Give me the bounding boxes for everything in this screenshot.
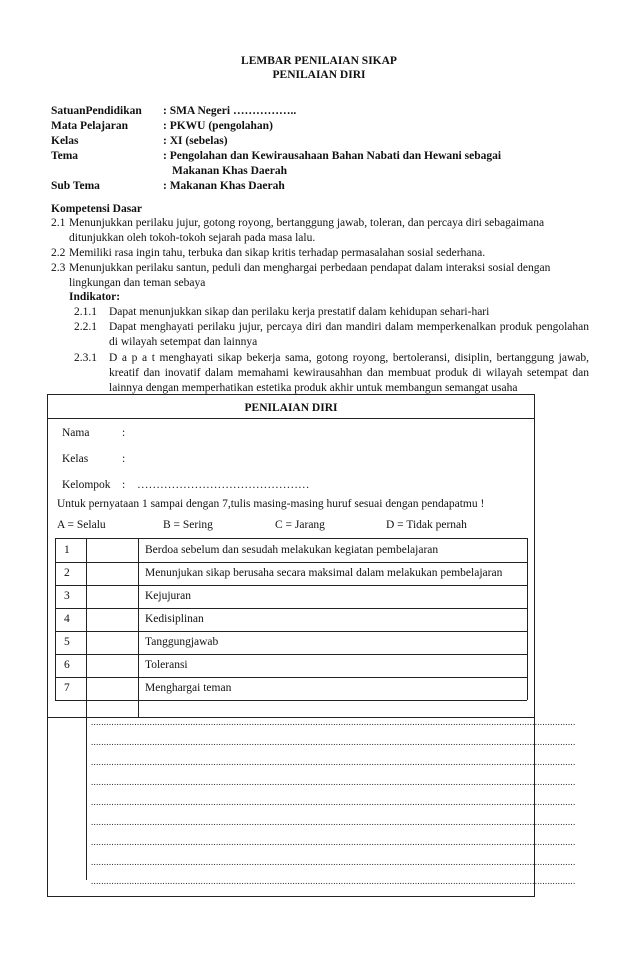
scale-jarang: C = Jarang bbox=[275, 519, 325, 531]
statement-text: Kedisiplinan bbox=[145, 613, 204, 625]
table-rule bbox=[55, 538, 56, 700]
identity-value-continued: Makanan Khas Daerah bbox=[172, 165, 288, 177]
row-number: 4 bbox=[64, 613, 70, 625]
scale-tidak-pernah: D = Tidak pernah bbox=[386, 519, 467, 531]
answer-cell[interactable] bbox=[87, 678, 137, 699]
row-number: 6 bbox=[64, 659, 70, 671]
identity-value: : SMA Negeri …………….. bbox=[163, 105, 297, 117]
statement-text: Tanggungjawab bbox=[145, 636, 219, 648]
answer-cell[interactable] bbox=[87, 563, 137, 584]
identity-label: Kelas bbox=[51, 135, 79, 147]
indikator-number: 2.2.1 bbox=[74, 321, 97, 333]
kelas-label: Kelas bbox=[62, 453, 89, 465]
dotted-line[interactable]: .............................................................................................................................................................................................. bbox=[91, 876, 576, 886]
answer-cell[interactable] bbox=[87, 609, 137, 630]
scale-sering: B = Sering bbox=[163, 519, 213, 531]
indikator-heading: Indikator: bbox=[69, 291, 121, 303]
row-number: 2 bbox=[64, 567, 70, 579]
row-number: 7 bbox=[64, 682, 70, 694]
dotted-line[interactable]: .............................................................................................................................................................................................. bbox=[91, 777, 576, 787]
form-title: PENILAIAN DIRI bbox=[244, 402, 338, 414]
notes-rule bbox=[86, 700, 87, 880]
dotted-line[interactable]: .............................................................................................................................................................................................. bbox=[91, 717, 576, 727]
nama-field[interactable] bbox=[130, 422, 520, 442]
identity-value: : Pengolahan dan Kewirausahaan Bahan Nabati dan Hewani sebagai bbox=[163, 150, 502, 162]
table-rule bbox=[55, 700, 527, 701]
statement-text: Menghargai teman bbox=[145, 682, 232, 694]
dotted-line[interactable]: .............................................................................................................................................................................................. bbox=[91, 737, 576, 747]
dotted-line[interactable]: .............................................................................................................................................................................................. bbox=[91, 817, 576, 827]
identity-value: : PKWU (pengolahan) bbox=[163, 120, 273, 132]
dotted-line[interactable]: .............................................................................................................................................................................................. bbox=[91, 797, 576, 807]
kompetensi-heading: Kompetensi Dasar bbox=[51, 203, 143, 215]
statement-text: Kejujuran bbox=[145, 590, 191, 602]
identity-label: Sub Tema bbox=[51, 180, 100, 192]
kelompok-label: Kelompok bbox=[62, 479, 111, 491]
indikator-number: 2.1.1 bbox=[74, 306, 97, 318]
dotted-line[interactable]: .............................................................................................................................................................................................. bbox=[91, 857, 576, 867]
scale-selalu: A = Selalu bbox=[57, 519, 106, 531]
answer-cell[interactable] bbox=[87, 586, 137, 607]
nama-colon: : bbox=[122, 427, 126, 439]
kelompok-field[interactable]: ……………………………………… bbox=[137, 479, 310, 491]
identity-label: SatuanPendidikan bbox=[51, 105, 142, 117]
statement-text: Toleransi bbox=[145, 659, 188, 671]
notes-rule bbox=[138, 700, 139, 717]
answer-cell[interactable] bbox=[87, 655, 137, 676]
statement-text: Berdoa sebelum dan sesudah melakukan kegiatan pembelajaran bbox=[145, 544, 439, 556]
answer-cell[interactable] bbox=[87, 632, 137, 653]
identity-value: : XI (sebelas) bbox=[163, 135, 228, 147]
page-subtitle: PENILAIAN DIRI bbox=[272, 69, 366, 81]
dotted-line[interactable]: .............................................................................................................................................................................................. bbox=[91, 757, 576, 767]
table-rule bbox=[527, 538, 528, 700]
row-number: 1 bbox=[64, 544, 70, 556]
table-rule bbox=[138, 538, 139, 700]
indikator-text: D a p a t menghayati sikap bekerja sama, gotong royong, bertoleransi, disiplin, bertanggung jawab, kreatif dan inovatif dalam memahami kewirausahhan dan membuat produk di wilayah setempat dan lainnya dengan memperhatikan estetika produk akhir untuk membangun semangat usaha bbox=[109, 352, 589, 394]
dotted-line[interactable]: .............................................................................................................................................................................................. bbox=[91, 837, 576, 847]
indikator-number: 2.3.1 bbox=[74, 352, 97, 364]
kd-text: Menunjukkan perilaku jujur, gotong royong, bertanggung jawab, toleran, dan percaya diri sebagaimana bbox=[69, 217, 545, 229]
statement-text: Menunjukan sikap berusaha secara maksimal dalam melakukan pembelajaran bbox=[145, 567, 503, 579]
identity-label: Mata Pelajaran bbox=[51, 120, 128, 132]
row-number: 3 bbox=[64, 590, 70, 602]
form-title-divider bbox=[47, 418, 535, 419]
form-instruction: Untuk pernyataan 1 sampai dengan 7,tulis masing-masing huruf sesuai dengan pendapatmu ! bbox=[57, 498, 485, 510]
nama-label: Nama bbox=[62, 427, 90, 439]
indikator-text: Dapat menunjukkan sikap dan perilaku kerja prestatif dalam kehidupan sehari-hari bbox=[109, 306, 490, 318]
answer-cell[interactable] bbox=[87, 539, 137, 561]
row-number: 5 bbox=[64, 636, 70, 648]
indikator-text: Dapat menghayati perilaku jujur, percaya diri dan mandiri dalam memperkenalkan produk pengolahan di wilayah setempat dan lainnya bbox=[109, 321, 589, 348]
kd-number: 2.3 bbox=[51, 262, 66, 274]
page-title: LEMBAR PENILAIAN SIKAP bbox=[241, 55, 397, 67]
kd-text: Memiliki rasa ingin tahu, terbuka dan sikap kritis terhadap permasalahan sosial sederhana. bbox=[69, 247, 486, 259]
kelas-colon: : bbox=[122, 453, 126, 465]
identity-value: : Makanan Khas Daerah bbox=[163, 180, 285, 192]
identity-label: Tema bbox=[51, 150, 79, 162]
kelompok-colon: : bbox=[122, 479, 126, 491]
kd-number: 2.2 bbox=[51, 247, 66, 259]
kd-text-continued: ditunjukkan oleh tokoh-tokoh sejarah pada masa lalu. bbox=[69, 232, 316, 244]
kd-text: Menunjukkan perilaku santun, peduli dan menghargai perbedaan pendapat dalam interaksi sosial dengan bbox=[69, 262, 551, 274]
kd-text-continued: lingkungan dan teman sebaya bbox=[69, 277, 206, 289]
kd-number: 2.1 bbox=[51, 217, 66, 229]
kelas-field[interactable] bbox=[130, 448, 520, 468]
